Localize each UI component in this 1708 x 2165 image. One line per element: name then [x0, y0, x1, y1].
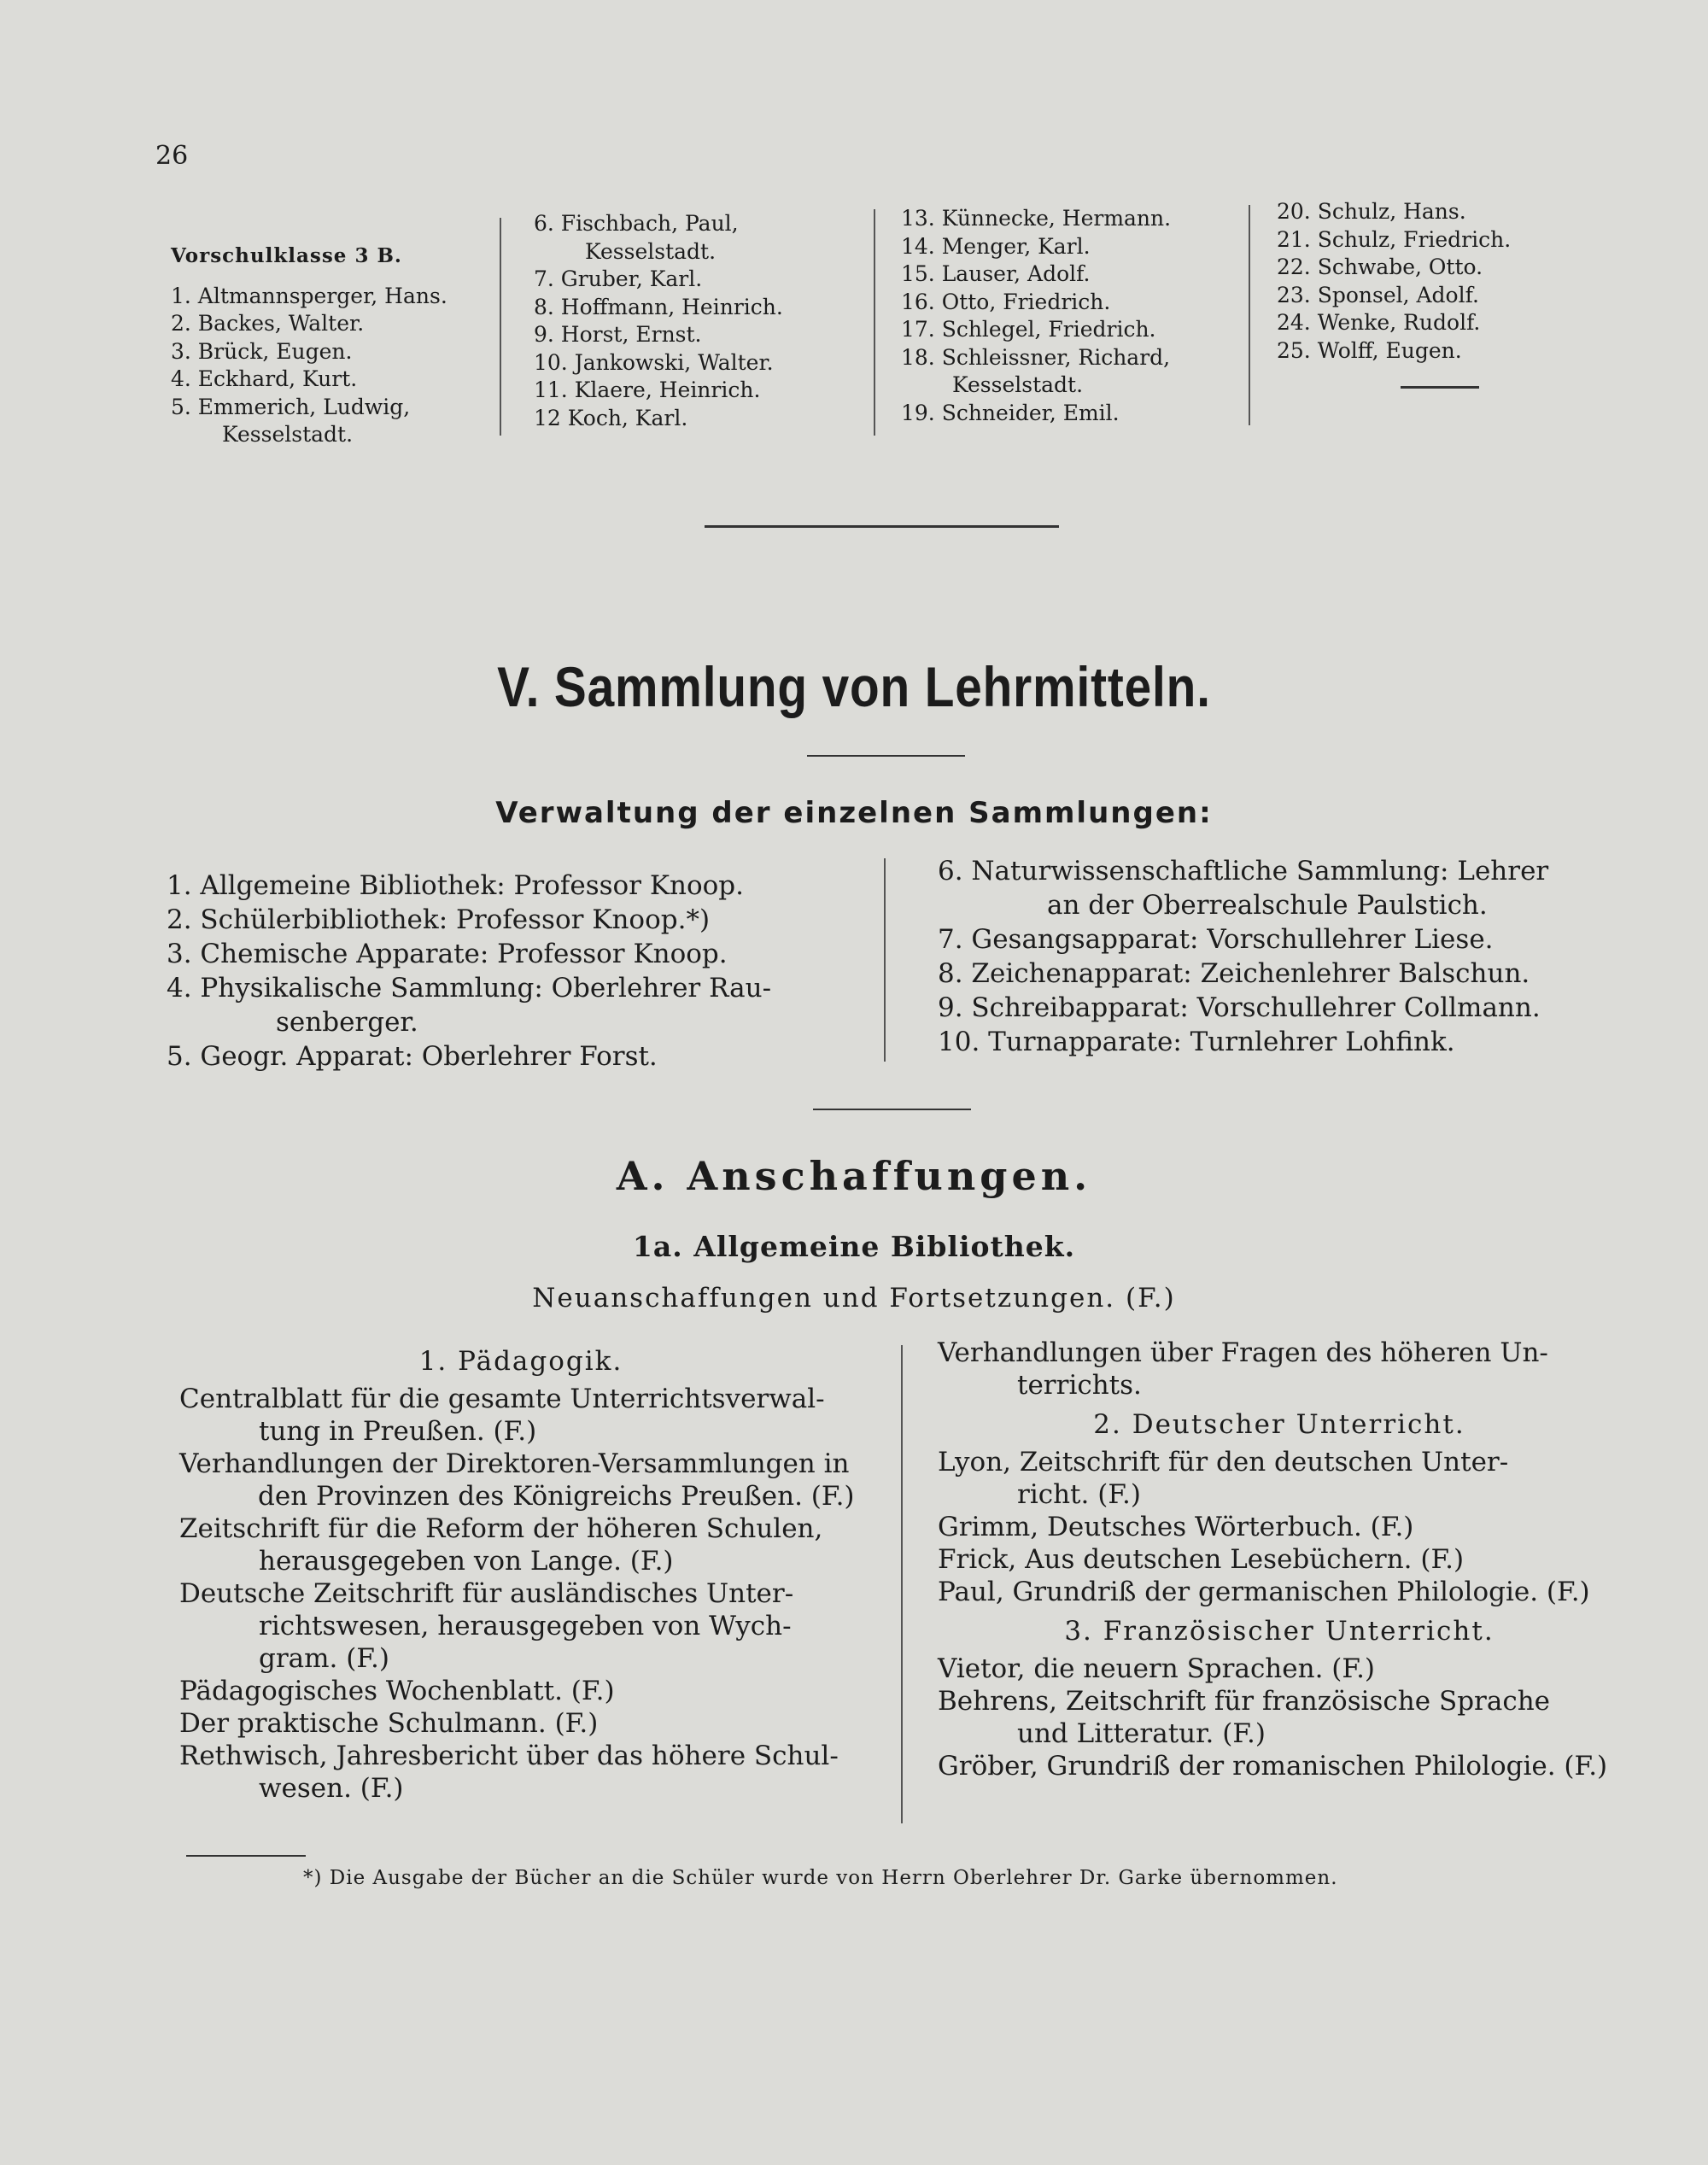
list-item: herausgegeben von Lange. (F.) — [259, 1546, 674, 1577]
list-item: Vietor, die neuern Sprachen. (F.) — [938, 1653, 1376, 1684]
list-item: 3. Brück, Eugen. — [171, 338, 353, 364]
column-divider — [1249, 205, 1250, 425]
class-column-3 — [901, 205, 1171, 427]
list-item: Zeitschrift für die Reform der höheren Schulen, — [179, 1513, 823, 1544]
list-item: Behrens, Zeitschrift für französische Sprache — [938, 1686, 1551, 1717]
list-item: 25. Wolff, Eugen. — [1277, 337, 1462, 363]
list-item: 24. Wenke, Rudolf. — [1277, 310, 1481, 335]
column-divider — [500, 218, 501, 436]
list-item: Centralblatt für die gesamte Unterrichtsverwal- — [179, 1384, 825, 1414]
list-item: Der praktische Schulmann. (F.) — [179, 1708, 599, 1739]
list-item: Deutsche Zeitschrift für ausländisches Unter- — [179, 1578, 794, 1609]
class-column-2 — [534, 210, 783, 432]
list-item: 14. Menger, Karl. — [901, 233, 1091, 259]
list-item: Verhandlungen über Fragen des höheren Un- — [938, 1337, 1548, 1368]
list-item: Lyon, Zeitschrift für den deutschen Unter- — [938, 1447, 1509, 1477]
list-item: 12 Koch, Karl. — [534, 405, 688, 430]
class-column-4 — [1277, 198, 1511, 365]
list-item: 8. Zeichenapparat: Zeichenlehrer Balschun. — [938, 958, 1530, 989]
list-item: Frick, Aus deutschen Lesebüchern. (F.) — [938, 1544, 1465, 1575]
list-item: wesen. (F.) — [259, 1773, 404, 1804]
list-item: 4. Eckhard, Kurt. — [171, 366, 358, 391]
list-item: Kesselstadt. — [585, 238, 717, 264]
list-item: 10. Jankowski, Walter. — [534, 349, 774, 375]
list-item: 6. Fischbach, Paul, — [534, 211, 739, 236]
list-item: 23. Sponsel, Adolf. — [1277, 282, 1479, 307]
list-item: 6. Naturwissenschaftliche Sammlung: Lehrer — [938, 856, 1549, 886]
list-item: Grimm, Deutsches Wörterbuch. (F.) — [938, 1512, 1414, 1542]
class-title: Vorschulklasse 3 B. — [171, 244, 402, 267]
section-title: V. Sammlung von Lehrmitteln. — [497, 655, 1211, 718]
subsection-heading: 2. Deutscher Unterricht. — [1093, 1409, 1465, 1440]
list-item: Pädagogisches Wochenblatt. (F.) — [179, 1676, 615, 1706]
column-divider — [874, 209, 875, 436]
end-rule — [1401, 386, 1479, 389]
column-divider — [901, 1345, 903, 1823]
list-item: Kesselstadt. — [952, 372, 1084, 397]
list-item: 1. Allgemeine Bibliothek: Professor Knoop. — [167, 870, 745, 901]
list-item: 18. Schleissner, Richard, — [901, 344, 1171, 370]
list-item: richtswesen, herausgegeben von Wych- — [259, 1611, 792, 1641]
list-item: an der Oberrealschule Paulstich. — [1047, 890, 1488, 921]
subsection-heading: 1. Pädagogik. — [418, 1346, 623, 1377]
footnote: *) Die Ausgabe der Bücher an die Schüler wurde von Herrn Oberlehrer Dr. Garke übernommen. — [303, 1867, 1338, 1889]
list-item: 11. Klaere, Heinrich. — [534, 377, 761, 402]
list-item: 3. Chemische Apparate: Professor Knoop. — [167, 939, 728, 969]
list-item: 17. Schlegel, Friedrich. — [901, 317, 1156, 342]
management-title: Verwaltung der einzelnen Sammlungen: — [495, 796, 1213, 830]
footnote-rule — [186, 1855, 306, 1857]
acquisitions-left — [179, 1345, 863, 1805]
list-item: 9. Horst, Ernst. — [534, 322, 702, 347]
acquisitions-title: A. Anschaffungen. — [616, 1153, 1092, 1199]
list-item: 2. Schülerbibliothek: Professor Knoop.*) — [167, 904, 711, 935]
list-item: 1. Altmannsperger, Hans. — [171, 283, 447, 308]
list-item: 13. Künnecke, Hermann. — [901, 206, 1172, 231]
list-item: 21. Schulz, Friedrich. — [1277, 226, 1512, 252]
subsection-heading: 3. Französischer Unterricht. — [1064, 1616, 1494, 1647]
list-item: und Litteratur. (F.) — [1017, 1718, 1266, 1749]
list-item: Gröber, Grundriß der romanischen Philologie. (F.) — [938, 1751, 1608, 1782]
list-item: 5. Geogr. Apparat: Oberlehrer Forst. — [167, 1041, 658, 1072]
list-item: terrichts. — [1017, 1370, 1142, 1401]
library-subtitle: 1a. Allgemeine Bibliothek. — [632, 1230, 1076, 1263]
acquisitions-intro: Neuanschaffungen und Fortsetzungen. (F.) — [532, 1283, 1176, 1314]
management-left — [167, 869, 771, 1074]
list-item: Rethwisch, Jahresbericht über das höhere Schul- — [179, 1741, 839, 1771]
title-rule — [807, 755, 965, 757]
list-item: 4. Physikalische Sammlung: Oberlehrer Rau- — [167, 973, 772, 1004]
section-divider — [705, 525, 1059, 528]
list-item: 9. Schreibapparat: Vorschullehrer Collmann. — [938, 992, 1541, 1023]
acquisitions-right — [938, 1337, 1621, 1782]
list-item: 7. Gruber, Karl. — [534, 266, 703, 291]
list-item: 7. Gesangsapparat: Vorschullehrer Liese. — [938, 924, 1494, 955]
list-item: 15. Lauser, Adolf. — [901, 261, 1091, 286]
page-number: 26 — [155, 141, 189, 171]
list-item: 19. Schneider, Emil. — [901, 400, 1120, 425]
class-column-1 — [171, 243, 447, 449]
column-divider — [884, 858, 886, 1062]
list-item: Verhandlungen der Direktoren-Versammlungen in — [179, 1448, 850, 1479]
list-item: 5. Emmerich, Ludwig, — [171, 394, 411, 419]
list-item: 2. Backes, Walter. — [171, 311, 365, 336]
list-item: 22. Schwabe, Otto. — [1277, 255, 1483, 279]
list-item: gram. (F.) — [259, 1643, 389, 1674]
list-item: Kesselstadt. — [222, 422, 354, 447]
list-item: 10. Turnapparate: Turnlehrer Lohfink. — [938, 1027, 1455, 1057]
list-item: den Provinzen des Königreichs Preußen. (F.) — [258, 1481, 855, 1512]
section-divider — [813, 1109, 971, 1110]
list-item: senberger. — [276, 1007, 418, 1038]
management-right — [938, 854, 1548, 1059]
list-item: tung in Preußen. (F.) — [259, 1416, 537, 1447]
list-item: 20. Schulz, Hans. — [1277, 199, 1466, 224]
list-item: Paul, Grundriß der germanischen Philologie. (F.) — [938, 1577, 1590, 1607]
list-item: 16. Otto, Friedrich. — [901, 289, 1111, 314]
list-item: 8. Hoffmann, Heinrich. — [534, 294, 783, 319]
list-item: richt. (F.) — [1017, 1479, 1141, 1510]
